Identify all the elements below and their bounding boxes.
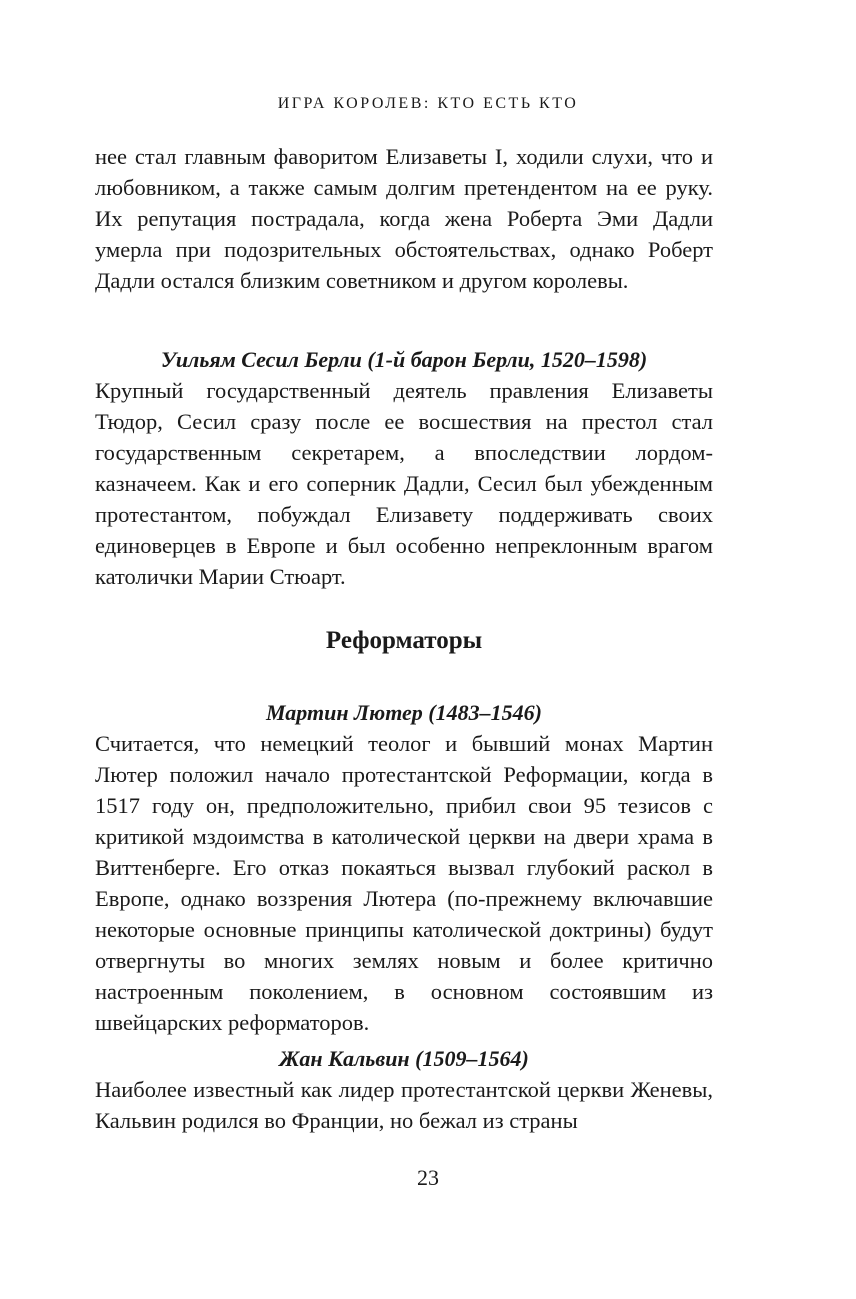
entry-heading-cecil: Уильям Сесил Берли (1-й барон Берли, 1520–1598)	[160, 347, 648, 372]
entry-text-calvin: Наиболее известный как лидер протестантской церкви Женевы, Кальвин родился во Франции, но бежал из страны	[95, 1077, 713, 1133]
entry-calvin	[95, 1043, 713, 1136]
section-reformers	[95, 625, 713, 656]
entry-text-luther: Считается, что немецкий теолог и бывший монах Мартин Лютер положил начало протестантской Реформации, когда в 1517 году он, предположительно, прибил свои 95 тезисов с критикой мздоимства в католической церкви на двери храма в Виттенберге. Его отказ покаяться вызвал глубокий раскол в Европе, однако воззрения Лютера (по-прежнему включавшие некоторые основные принципы католической доктрины) будут отвергнуты во многих землях новым и более критично настроенным поколением, в основном состоявшим из швейцарских реформаторов.	[95, 731, 713, 1035]
page-number: 23	[417, 1165, 439, 1190]
entry-heading-luther: Мартин Лютер (1483–1546)	[266, 700, 542, 725]
entry-cecil	[95, 344, 713, 592]
entry-heading-calvin: Жан Кальвин (1509–1564)	[279, 1046, 529, 1071]
section-heading: Реформаторы	[325, 627, 483, 654]
entry-text-cecil: Крупный государственный деятель правления Елизаветы Тюдор, Сесил сразу после ее восшествия на престол стал государственным секретарем, а впоследствии лордом-казначеем. Как и его соперник Дадли, Сесил был убежденным протестантом, побуждал Елизавету поддерживать своих единоверцев в Европе и был особенно непреклонным врагом католички Марии Стюарт.	[95, 378, 713, 589]
intro-text-block	[95, 141, 713, 296]
entry-luther	[95, 697, 713, 1038]
intro-paragraph: нее стал главным фаворитом Елизаветы I, ходили слухи, что и любовником, а также самым долгим претендентом на ее руку. Их репутация пострадала, когда жена Роберта Эми Дадли умерла при подозрительных обстоятельствах, однако Роберт Дадли остался близким советником и другом королевы.	[95, 144, 713, 293]
running-head: ИГРА КОРОЛЕВ: КТО ЕСТЬ КТО	[277, 95, 579, 112]
